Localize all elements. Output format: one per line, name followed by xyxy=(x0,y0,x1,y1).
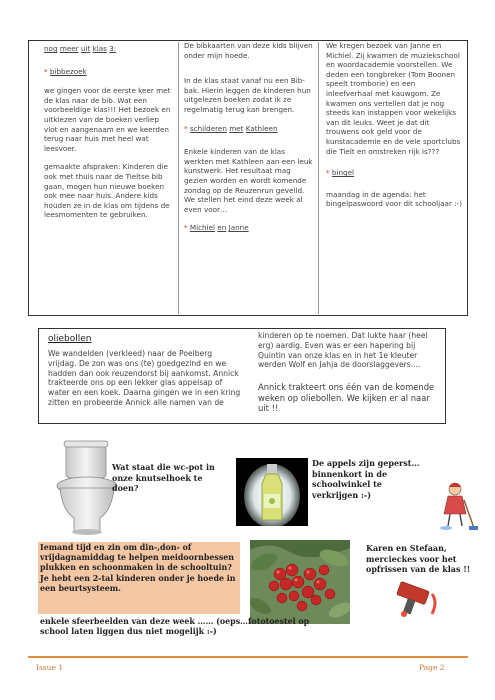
cleaning-girl-clipart xyxy=(438,480,478,532)
schilderen-heading: * schilderen met Kathleen xyxy=(184,123,278,133)
muziekschool-text: We kregen bezoek van Janne en Michiel. Zij kwamen de muziekschool en woordacademie voorstellen. We deden een tongbreker (Tom Boonen speelt tromborie) en een inleefverhaal met kauwgom. Ze kwamen ons vertellen dat je nog steeds kan instappen voor wekelijks van dit leuks. Weet je dat dit trouwens ook geld voor de kunstacademie en de vele sportclubs die Tielt en omstreken rijk is??? xyxy=(326,41,461,156)
bingel-text: maandag in de agenda: het bingelpaswoord voor dit schooljaar :-) xyxy=(326,189,463,209)
apples-caption: De appels zijn geperst… binnenkort in de schoolwinkel te verkrijgen :-) xyxy=(312,458,420,500)
footer-issue: Issue 1 xyxy=(36,663,64,672)
footer-divider xyxy=(28,656,468,658)
column-divider-1 xyxy=(178,42,179,314)
schilderen-text: Enkele kinderen van de klas werkten met Kathleen aan een leuk kunstwerk. Het resultaat mag gezien worden en wordt komende zondag op de Reuzenrun geveild. We stellen het eind deze week al even voor… xyxy=(184,147,313,214)
bingel-heading: * bingel xyxy=(326,168,354,178)
signature: * Michiel en Janne xyxy=(184,223,249,233)
bibbezoek-heading: * bibbezoek xyxy=(44,66,87,76)
bibbezoek-text: we gingen voor de eerste keer met de klas naar de bib. Wat een voorbeeldige klas!!! Het bezoek en uitkiezen van de boeken verliep vlot en aangenaam en we keerden terug naar huis met heel wat leesvoer. xyxy=(44,86,171,153)
column-3 xyxy=(326,41,462,218)
sfeerbeelden-caption: enkele sfeerbeelden van deze week …… (oeps…fototoestel op school laten liggen dus niet mogelijk :-) xyxy=(40,617,310,637)
footer-page: Page 2 xyxy=(419,663,445,672)
bibkaarten-text: De bibkaarten van deze kids blijven onder mijn hoede. xyxy=(184,41,313,60)
thanks-caption: Karen en Stefaan, mercieckes voor het opfrissen van de klas !! xyxy=(366,543,471,574)
column-1-heading: nog meer uit klas 3: xyxy=(44,44,117,53)
bib-bak-text: In de klas staat vanaf nu een Bib-bak. Hierin leggen de kinderen hun uitgelezen boeken zodat ik ze regelmatig terug kan brengen. xyxy=(184,76,311,114)
hawthorn-berries-photo xyxy=(250,540,350,624)
oliebollen-right-text: kinderen op te noemen. Dat lukte haar (heel erg) aardig. Even was er een hapering bij Quintin van onze klas en in het 1e kleuter werden Wolf en Jahja de doorslaggevers.... xyxy=(258,331,428,370)
column-divider-2 xyxy=(318,42,319,314)
toilet-caption: Wat staat die wc-pot in onze knutselhoek te doen? xyxy=(112,462,215,493)
column-1 xyxy=(44,44,172,229)
oliebollen-title: oliebollen xyxy=(48,334,92,344)
afspraken-text: gemaakte afspraken: Kinderen die ook met thuis naar de Tieltse bib gaan, mogen hun nieuwe boeken ook mee naar huis. Andere kids houden ze in de klas om tijdens de leesmomenten te gebruiken. xyxy=(44,162,170,220)
oliebollen-left-text: We wandelden (verkleed) naar de Poelberg vrijdag. De zon was ons (te) goedgezind en we hadden dan ook reuzendorst bij aankomst. Annick trakteerde ons op een lekker glas appelsap of water en een koek. Daarna gingen we in een kring zitten en probeerde Annick alle namen van de xyxy=(48,349,241,407)
oliebollen-right-emphasis: Annick trakteert ons één van de komende weken op oliebollen. We kijken er al naar uit !! xyxy=(258,382,435,414)
column-2 xyxy=(184,41,314,242)
volunteer-request-text: Iemand tijd en zin om din-,don- of vrijdagnamiddag te helpen meidoornbessen plukken en schoonmaken in de schooltuin? Je hebt een 2-tal kinderen onder je hoede in een beurtsysteem. xyxy=(40,543,236,593)
apple-juice-photo xyxy=(236,458,308,526)
paint-brush-clipart xyxy=(396,580,440,620)
